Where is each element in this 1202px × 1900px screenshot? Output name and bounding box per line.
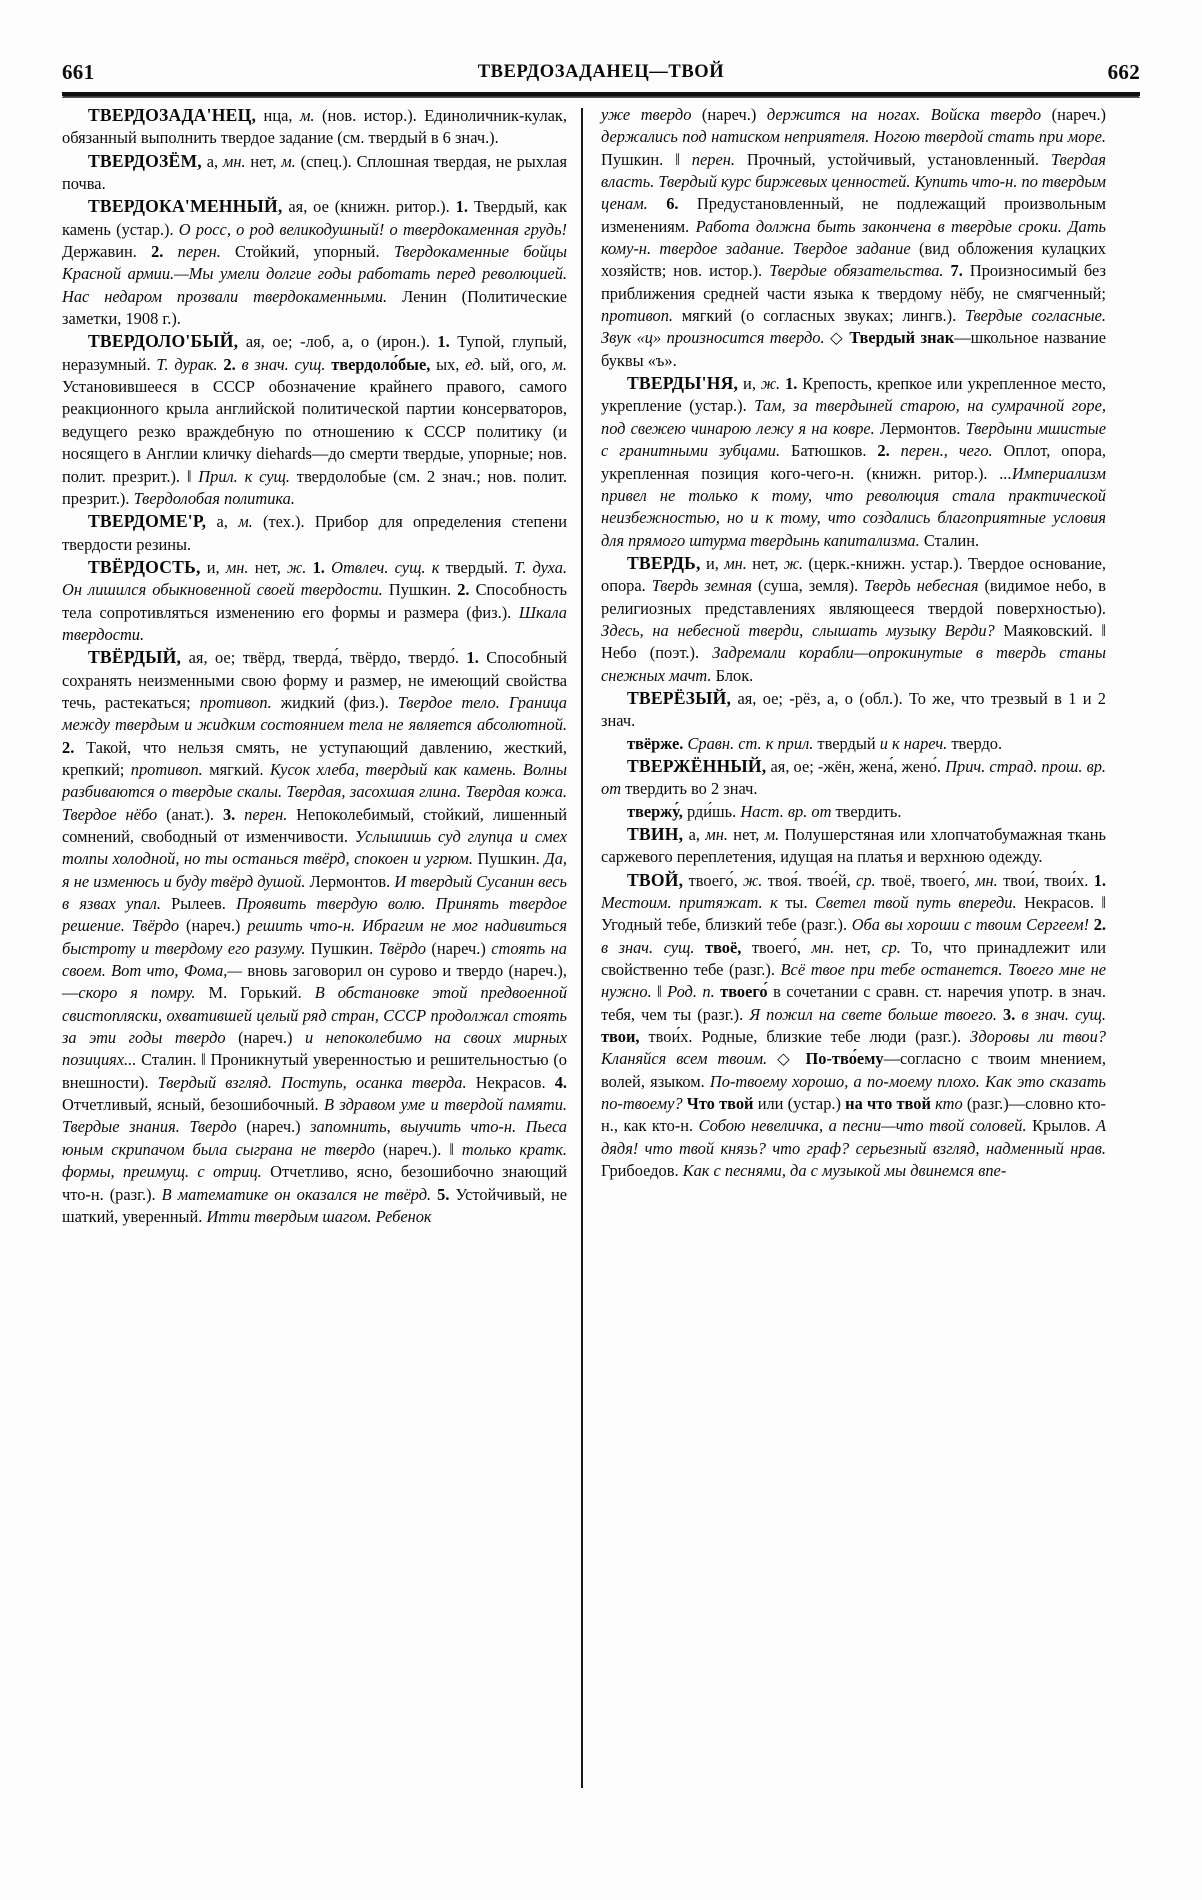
dictionary-entry <box>601 823 1106 869</box>
entry-headword: ТВЕРЖЁННЫЙ, <box>627 755 767 776</box>
entry-body: и, ж. 1. Крепость, крепкое или укрепленное место, укрепление (устар.). Там, за твердыней старою, на сумрачной горе, под свежею чинарою лежу я на ковре. Лермонтов. Твердыни мшистые с гранитными зубцами. Батюшков. 2. перен., чего. Оплот, опора, укрепленная позиция кого-чего-н. (книжн. ритор.). ...Империализм привел не только к тому, что революция стала практической неизбежностью, но и к тому, что создались благоприятные условия для прямого штурма твердынь капитализма. Сталин. <box>601 374 1106 550</box>
dictionary-entry <box>601 755 1106 801</box>
dictionary-entry <box>62 150 567 196</box>
entry-headword: ТВЕРДЫ'НЯ, <box>627 373 739 394</box>
dictionary-entry <box>601 733 1106 755</box>
entry-headword: ТВЕРДОЗЁМ, <box>88 150 202 171</box>
entry-headword: ТВЕРДОЛО'БЫЙ, <box>88 331 239 352</box>
entry-headword: ТВЁРДЫЙ, <box>88 647 182 668</box>
entry-body: и, мн. нет, ж. (церк.-книжн. устар.). Твердое основание, опора. Твердь земная (суша, земля). Твердь небесная (видимое небо, в религиозных представлениях являющееся твердой поверхностью). Здесь, на небесной тверди, слышать музыку Верди? Маяковский. ‖ Небо (поэт.). Задремали корабли—опрокинутые в твердь станы снежных мачт. Блок. <box>601 553 1107 685</box>
entry-body: а, мн. нет, м. (спец.). Сплошная твердая, не рыхлая почва. <box>62 151 567 194</box>
folio-right: 662 <box>1107 59 1140 84</box>
running-head-title: ТВЕРДОЗАДАНЕЦ—ТВОЙ <box>477 61 725 82</box>
entry-body: уже твердо (нареч.) держится на ногах. Войска твердо (нареч.) держались под натиском неприятеля. Ногою твердой стать при море. Пушкин. ‖ перен. Прочный, устойчивый, установленный. Твердая власть. Твердый курс биржевых ценностей. Купить что-н. по твердым ценам. 6. Предустановленный, не подлежащий произвольным изменениям. Работа должна быть закончена в твердые сроки. Дать кому-н. твердое задание. Твердое задание (вид обложения кулацких хозяйств; нов. истор.). Твердые обязательства. 7. Произносимый без приближения средней части языка к твердому нёбу, не смягченный; противоп. мягкий (о согласных звуках; лингв.). Твердые согласные. Звук «ц» произносится твердо. ◇ Твердый знак—школьное название буквы «ъ». <box>601 105 1107 370</box>
header-rule <box>62 92 1140 96</box>
dictionary-entry <box>601 687 1106 733</box>
entry-body: и, мн. нет, ж. 1. Отвлеч. сущ. к твердый. Т. духа. Он лишился обыкновенной своей твердости. Пушкин. 2. Способность тела сопротивляться изменению его формы и размера (физ.). Шкала твердости. <box>62 557 568 644</box>
dictionary-entry <box>62 556 567 646</box>
entry-body: рди́шь. Наст. вр. от твердить. <box>686 801 902 821</box>
entry-headword: ТВЕРДОМЕ'Р, <box>88 511 207 532</box>
dictionary-entry <box>62 510 567 556</box>
dictionary-entry <box>62 195 567 330</box>
entry-body: а, мн. нет, м. Полушерстяная или хлопчатобумажная ткань саржевого переплетения, идущая на платья и верхнюю одежду. <box>601 825 1106 867</box>
entry-headword: ТВЕРДОКА'МЕННЫЙ, <box>88 196 283 217</box>
entry-body: ая, ое; твёрд, тверда́, твёрдо, твердо́. 1. Способный сохранять неизменными свою форму и размер, не имеющий свойства течь, растекаться; противоп. жидкий (физ.). Твердое тело. Граница между твердым и жидким состоянием тела не является абсолютной. 2. Такой, что нельзя смять, не уступающий давлению, жесткий, крепкий; противоп. мягкий. Кусок хлеба, твердый как камень. Волны разбиваются о твердые скалы. Твердая, засохшая глина. Твердая кожа. Твердое нёбо (анат.). 3. перен. Непоколебимый, стойкий, лишенный сомнений, свободный от изменчивости. Услышишь суд глупца и смех толпы холодной, но ты останься твёрд, спокоен и угрюм. Пушкин. Да, я не изменюсь и буду твёрд душой. Лермонтов. И твердый Сусанин весь в язвах упал. Рылеев. Проявить твердую волю. Принять твердое решение. Твёрдо (нареч.) решить что-н. Ибрагим не мог надивиться быстроту и твердому его разуму. Пушкин. Твёрдо (нареч.) стоять на своем. Вот что, Фома,— вновь заговорил он сурово и твердо (нареч.),—скоро я помру. М. Горький. В обстановке этой предвоенной свистопляски, охватившей целый ряд стран, СССР продолжал стоять за эти годы твердо (нареч.) и непоколебимо на своих мирных позициях... Сталин. ‖ Проникнутый уверенностью и решительностью (о внешности). Твердый взгляд. Поступь, осанка тверда. Некрасов. 4. Отчетливый, ясный, безошибочный. В здравом уме и твердой памяти. Твердые знания. Твердо (нареч.) запомнить, выучить что-н. Пьеса юным скрипачом была сыграна не твердо (нареч.). ‖ только кратк. формы, преимущ. с отриц. Отчетливо, ясно, безошибочно знающий что-н. (разг.). В математике он оказался не твёрд. 5. Устойчивый, не шаткий, уверенный. Итти твердым шагом. Ребенок <box>62 648 568 1226</box>
entry-headword: ТВИН, <box>627 824 684 844</box>
entry-headword: ТВЁРДОСТЬ, <box>88 556 201 577</box>
entry-headword: твержу́, <box>627 801 683 821</box>
entry-body: ая, ое; -жён, жена́, жено́. Прич. страд. прош. вр. от твердить во 2 знач. <box>601 756 1107 799</box>
dictionary-entry <box>601 869 1106 1183</box>
entry-body: ая, ое (книжн. ритор.). 1. Твердый, как камень (устар.). О росс, о род великодушный! о твердокаменная грудь! Державин. 2. перен. Стойкий, упорный. Твердокаменные бойцы Красной армии.—Мы умели долгие годы работать перед революцией. Нас недаром прозвали твердокаменными. Ленин (Политические заметки, 1908 г.). <box>62 197 567 329</box>
entry-headword: ТВЕРДЬ, <box>627 552 701 573</box>
text-columns <box>62 104 1140 1844</box>
entry-body: нца, м. (нов. истор.). Единоличник-кулак, обязанный выполнить твердое задание (см. твердый в 6 знач.). <box>62 106 567 148</box>
dictionary-entry <box>601 801 1106 823</box>
entry-headword: твёрже. <box>627 733 684 753</box>
entry-headword: ТВЕРЁЗЫЙ, <box>627 687 732 708</box>
entry-body: твоего́, ж. твоя́. твое́й, ср. твоё, твоего́, мн. твои́, твои́х. 1. Местоим. притяжат. к ты. Светел твой путь впереди. Некрасов. ‖ Угодный тебе, близкий тебе (разг.). Оба вы хороши с твоим Сергеем! 2. в знач. сущ. твоё, твоего́, мн. нет, ср. То, что принадлежит или свойственно тебе (разг.). Всё твое при тебе останется. Твоего мне не нужно. ‖ Род. п. твоего́ в сочетании с сравн. ст. наречия употр. в знач. тебя, чем ты (разг.). Я пожил на свете больше твоего. 3. в знач. сущ. твои, твои́х. Родные, близкие тебе люди (разг.). Здоровы ли твои? Кланяйся всем твоим. ◇ По-тво́ему—согласно с твоим мнением, волей, языком. По-твоему хорошо, а по-моему плохо. Как это сказать по-твоему? Что твой или (устар.) на что твой кто (разг.)—словно кто-н., как кто-н. Собою невеличка, а песни—что твой соловей. Крылов. А дядя! что твой князь? что граф? серьезный взгляд, надменный нрав. Грибоедов. Как с песнями, да с музыкой мы двинемся впе- <box>601 870 1107 1181</box>
entry-body: ая, ое; -рёз, а, о (обл.). То же, что трезвый в 1 и 2 знач. <box>601 688 1106 731</box>
dictionary-entry <box>601 104 1106 372</box>
dictionary-entry <box>62 104 567 150</box>
dictionary-entry <box>601 552 1106 687</box>
dictionary-entry <box>62 330 567 510</box>
running-head <box>62 52 1140 92</box>
entry-body: ая, ое; -лоб, а, о (ирон.). 1. Тупой, глупый, неразумный. Т. дурак. 2. в знач. сущ. твердоло́бые, ых, ед. ый, ого, м. Установившееся в СССР обозначение крайнего правого, самого реакционного крыла английской политической партии консерваторов, ведущего резко враждебную по отношению к СССР политику (и носящего в Англии кличку diehards—до смерти твердые, упорные; нов. полит. презрит.). ‖ Прил. к сущ. твердолобые (см. 2 знач.; нов. полит. презрит.). Твердолобая политика. <box>62 332 568 508</box>
entry-body: Сравн. ст. к прил. твердый и к нареч. твердо. <box>687 733 1003 753</box>
entry-body: а, м. (тех.). Прибор для определения степени твердости резины. <box>62 512 567 554</box>
entry-headword: ТВЕРДОЗАДА'НЕЦ, <box>88 105 257 125</box>
column-left <box>62 104 581 1844</box>
column-right <box>583 104 1106 1844</box>
dictionary-entry <box>601 372 1106 552</box>
entry-headword: ТВОЙ, <box>627 869 684 890</box>
folio-left: 661 <box>62 59 95 84</box>
dictionary-entry <box>62 646 567 1228</box>
